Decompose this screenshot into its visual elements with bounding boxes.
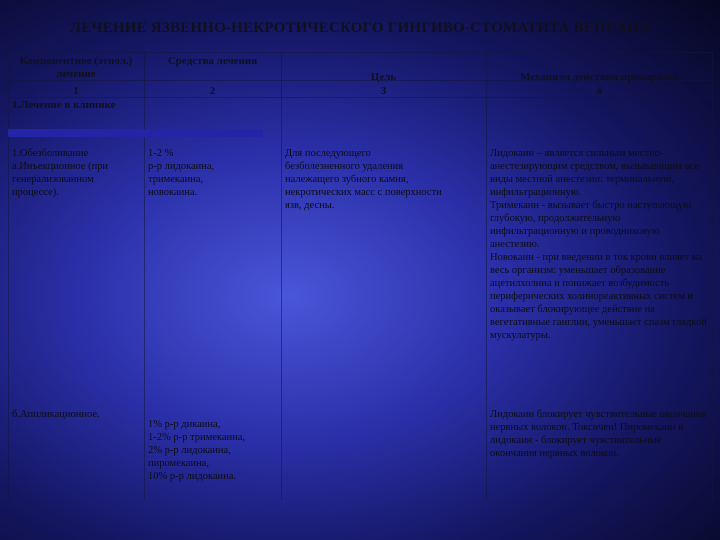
mechanism-lidocaine: Лидокаин – является сильным местно-анестезирующим средством, вызывающим все виды местной анестезии: терминальную, инфильтрационную. [490, 148, 699, 198]
header-goal: Цель [370, 71, 397, 83]
slide-title: ЛЕЧЕНИЕ ЯЗВЕННО-НЕКРОТИЧЕСКОГО ГИНГИВО-СТОМАТИТА ВЕНСАНА [69, 20, 651, 36]
table-border-right [712, 52, 713, 500]
column-divider [281, 52, 282, 500]
column-number: 4 [596, 85, 602, 97]
column-number: 3 [380, 85, 387, 97]
header-means: Средства лечения [167, 55, 258, 67]
row2-component: б.Аппликационное. [12, 409, 100, 420]
row1-mechanism [490, 147, 708, 342]
row1-component: 1.Обезболивание а.Инъекционное (при генерализованном процессе). [12, 148, 109, 198]
header-component: Компонентное (этиол.) лечение [19, 55, 133, 80]
section-heading: 1.Лечение в клинике [12, 99, 116, 111]
row1-means: 1-2 % р-р лидокаина, тримекаина, новокаина. [148, 148, 215, 198]
mechanism-topical: Лидокаин блокирует чувствительные окончания нервных волокон. Токсичен! Пиромекаин и лидокаин - блокирует чувствительные окончания нервных волокон. [490, 409, 707, 459]
table-border-left [8, 52, 9, 500]
column-number: 1 [73, 85, 79, 97]
row-divider [8, 97, 713, 98]
mechanism-novocaine: Новокаин - при введении в ток крови влияет на весь организм: уменьшает образование ацетилхолина и понижает возбудимость периферических холинореактивных систем и оказывает блокирующее действие на вегетативные ганглии, уменьшает спазм гладкой мускулатуры. [490, 252, 707, 341]
row1-goal: Для последующего безболезненного удаления належащего зубного камня, некротических масс с поверхности язв, десны. [285, 148, 442, 211]
row2-means: 1% р-р дикаина, 1-2% р-р тримекаина, 2% р-р лидокаина, пиромекаина, 10% р-р лидокаина. [148, 419, 246, 482]
table-border-top [8, 52, 713, 53]
header-mechanism: Механизм действия препаратов [520, 71, 678, 83]
column-divider [486, 52, 487, 500]
column-divider [144, 52, 145, 500]
row2-mechanism [490, 408, 708, 460]
treatment-table [8, 52, 713, 500]
accent-bar [8, 129, 263, 137]
mechanism-trimecaine: Тримекаин - вызывает быстро наступающую глубокую, продолжительную инфильтрационную и проводниковую анестезию. [490, 200, 692, 250]
column-number: 2 [209, 85, 216, 97]
